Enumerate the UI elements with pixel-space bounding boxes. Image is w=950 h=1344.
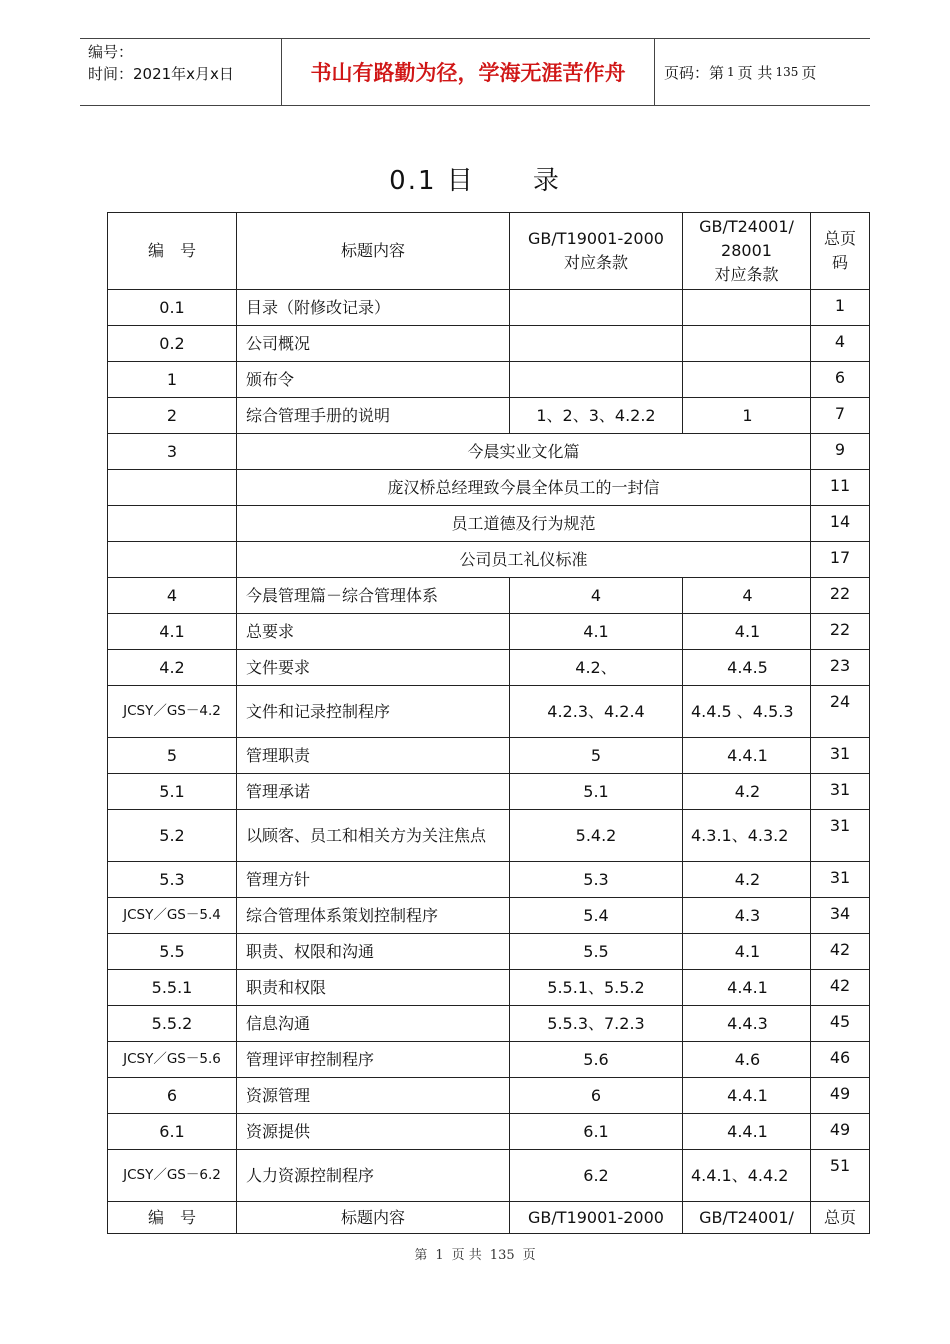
cell-gb24001: 4.3	[683, 898, 811, 934]
cell-number: 0.2	[108, 326, 237, 362]
cell-gb19001: 5.1	[510, 774, 683, 810]
cell-title: 颁布令	[237, 362, 510, 398]
page-header	[80, 38, 870, 106]
cell-number: 6	[108, 1078, 237, 1114]
page-footer	[0, 1244, 950, 1263]
header-gb19001-line1: GB/T19001-2000	[528, 229, 664, 248]
cell-title: 管理评审控制程序	[237, 1042, 510, 1078]
cell-gb24001	[683, 290, 811, 326]
cell-gb24001: 4.6	[683, 1042, 811, 1078]
table-row	[108, 862, 870, 898]
cell-gb24001: 4.2	[683, 862, 811, 898]
cell-gb24001	[683, 326, 811, 362]
cell-page: 6	[811, 362, 870, 398]
tail-cell-number: 编 号	[108, 1202, 237, 1234]
cell-title: 综合管理手册的说明	[237, 398, 510, 434]
page-number: 1	[727, 65, 735, 79]
cell-number: 4.2	[108, 650, 237, 686]
page-mid: 页 共	[737, 63, 773, 82]
cell-page: 49	[811, 1114, 870, 1150]
cell-gb19001	[510, 326, 683, 362]
table-row	[108, 326, 870, 362]
cell-title: 资源提供	[237, 1114, 510, 1150]
table-row	[108, 650, 870, 686]
table-row	[108, 398, 870, 434]
table-row	[108, 898, 870, 934]
cell-number: JCSY／GS－4.2	[108, 686, 237, 738]
cell-gb19001: 4.2.3、4.2.4	[510, 686, 683, 738]
cell-page: 46	[811, 1042, 870, 1078]
cell-gb19001: 5.5.3、7.2.3	[510, 1006, 683, 1042]
cell-title: 职责和权限	[237, 970, 510, 1006]
cell-gb24001: 4.4.1	[683, 1114, 811, 1150]
cell-page: 17	[811, 542, 870, 578]
cell-number	[108, 542, 237, 578]
header-cell-number: 编 号	[108, 213, 237, 290]
cell-gb19001	[510, 290, 683, 326]
cell-gb24001: 4.1	[683, 934, 811, 970]
page-suffix: 页	[801, 63, 817, 82]
cell-section-title: 员工道德及行为规范	[237, 506, 811, 542]
cell-gb24001: 4.3.1、4.3.2	[683, 810, 811, 862]
header-cell-title: 标题内容	[237, 213, 510, 290]
cell-gb19001: 5.6	[510, 1042, 683, 1078]
footer-suffix: 页	[522, 1248, 536, 1263]
cell-number: 5	[108, 738, 237, 774]
cell-page: 45	[811, 1006, 870, 1042]
cell-gb24001: 1	[683, 398, 811, 434]
cell-page: 24	[811, 686, 870, 738]
footer-page-total: 135	[489, 1248, 515, 1263]
cell-number: 6.1	[108, 1114, 237, 1150]
table-row	[108, 934, 870, 970]
header-gb24001-line1: GB/T24001/	[699, 217, 794, 236]
cell-title: 管理职责	[237, 738, 510, 774]
table-row	[108, 506, 870, 542]
cell-title: 目录（附修改记录）	[237, 290, 510, 326]
cell-title: 综合管理体系策划控制程序	[237, 898, 510, 934]
cell-page: 42	[811, 934, 870, 970]
cell-title: 公司概况	[237, 326, 510, 362]
table-row	[108, 470, 870, 506]
table-row	[108, 738, 870, 774]
table-row	[108, 1150, 870, 1202]
header-page-line2: 码	[831, 253, 848, 272]
cell-gb24001: 4.4.1	[683, 1078, 811, 1114]
cell-gb19001: 1、2、3、4.2.2	[510, 398, 683, 434]
date-label: 时间：2021年x月x日	[88, 65, 234, 83]
cell-gb19001: 5.5	[510, 934, 683, 970]
cell-page: 42	[811, 970, 870, 1006]
footer-page-number: 1	[435, 1248, 444, 1263]
footer-prefix: 第	[414, 1248, 428, 1263]
cell-gb19001: 5.4.2	[510, 810, 683, 862]
table-row	[108, 614, 870, 650]
table-row	[108, 970, 870, 1006]
header-cell-gb24001	[683, 213, 811, 290]
cell-page: 4	[811, 326, 870, 362]
cell-gb19001: 4.1	[510, 614, 683, 650]
cell-page: 22	[811, 578, 870, 614]
table-row	[108, 362, 870, 398]
table-row	[108, 542, 870, 578]
cell-page: 11	[811, 470, 870, 506]
cell-gb19001: 6.2	[510, 1150, 683, 1202]
footer-mid: 页 共	[451, 1248, 482, 1263]
cell-number: 4.1	[108, 614, 237, 650]
cell-number: 5.5.1	[108, 970, 237, 1006]
cell-page: 31	[811, 810, 870, 862]
cell-title: 文件要求	[237, 650, 510, 686]
table-row	[108, 434, 870, 470]
cell-gb24001: 4.4.1、4.4.2	[683, 1150, 811, 1202]
cell-section-title: 公司员工礼仪标准	[237, 542, 811, 578]
cell-page: 31	[811, 774, 870, 810]
cell-number: 5.3	[108, 862, 237, 898]
cell-gb24001: 4.2	[683, 774, 811, 810]
cell-gb24001	[683, 362, 811, 398]
title-char-1: 目	[446, 166, 475, 196]
title-number: 0.1	[389, 166, 437, 196]
header-gb24001-line2: 28001	[721, 241, 772, 260]
table-row	[108, 1114, 870, 1150]
cell-number: 5.5.2	[108, 1006, 237, 1042]
cell-number: 5.2	[108, 810, 237, 862]
table-row	[108, 290, 870, 326]
page-title	[0, 160, 950, 197]
toc-table	[107, 212, 870, 1234]
cell-title: 资源管理	[237, 1078, 510, 1114]
cell-page: 31	[811, 738, 870, 774]
cell-page: 1	[811, 290, 870, 326]
cell-section-title: 庞汉桥总经理致今晨全体员工的一封信	[237, 470, 811, 506]
cell-number: 5.5	[108, 934, 237, 970]
cell-section-title: 今晨实业文化篇	[237, 434, 811, 470]
header-gb24001-line3: 对应条款	[714, 265, 779, 284]
cell-page: 7	[811, 398, 870, 434]
header-gb19001-line2: 对应条款	[563, 253, 628, 272]
cell-page: 31	[811, 862, 870, 898]
cell-number	[108, 506, 237, 542]
cell-gb24001: 4.4.1	[683, 738, 811, 774]
cell-gb19001: 6.1	[510, 1114, 683, 1150]
cell-number: 3	[108, 434, 237, 470]
table-row	[108, 810, 870, 862]
cell-number: 4	[108, 578, 237, 614]
cell-gb24001: 4.4.3	[683, 1006, 811, 1042]
table-header-row	[108, 213, 870, 290]
cell-page: 49	[811, 1078, 870, 1114]
cell-title: 总要求	[237, 614, 510, 650]
page-total: 135	[775, 65, 799, 79]
cell-title: 以顾客、员工和相关方为关注焦点	[237, 810, 510, 862]
header-cell-gb19001	[510, 213, 683, 290]
cell-number	[108, 470, 237, 506]
cell-gb19001: 4	[510, 578, 683, 614]
table-row	[108, 686, 870, 738]
cell-number: JCSY／GS－5.6	[108, 1042, 237, 1078]
header-page-line1: 总页	[823, 229, 856, 248]
title-char-2: 录	[532, 166, 561, 196]
table-row	[108, 1078, 870, 1114]
cell-gb24001: 4.4.5	[683, 650, 811, 686]
table-row	[108, 1006, 870, 1042]
cell-number: 5.1	[108, 774, 237, 810]
cell-page: 51	[811, 1150, 870, 1202]
cell-number: 0.1	[108, 290, 237, 326]
header-divider	[654, 39, 655, 105]
cell-gb24001: 4.4.5 、4.5.3	[683, 686, 811, 738]
cell-gb19001: 4.2、	[510, 650, 683, 686]
table-row	[108, 1042, 870, 1078]
cell-gb19001	[510, 362, 683, 398]
cell-page: 22	[811, 614, 870, 650]
cell-title: 人力资源控制程序	[237, 1150, 510, 1202]
header-meta	[88, 41, 234, 85]
cell-gb19001: 5.5.1、5.5.2	[510, 970, 683, 1006]
cell-page: 9	[811, 434, 870, 470]
cell-gb19001: 6	[510, 1078, 683, 1114]
table-repeat-header-row	[108, 1202, 870, 1234]
cell-gb19001: 5.3	[510, 862, 683, 898]
cell-number: JCSY／GS－6.2	[108, 1150, 237, 1202]
tail-cell-gb19001: GB/T19001-2000	[510, 1202, 683, 1234]
cell-gb24001: 4.4.1	[683, 970, 811, 1006]
cell-number: JCSY／GS－5.4	[108, 898, 237, 934]
cell-title: 管理承诺	[237, 774, 510, 810]
cell-gb19001: 5.4	[510, 898, 683, 934]
cell-title: 今晨管理篇－综合管理体系	[237, 578, 510, 614]
cell-page: 23	[811, 650, 870, 686]
cell-page: 14	[811, 506, 870, 542]
document-number-label: 编号：	[88, 43, 134, 61]
tail-cell-gb24001: GB/T24001/	[683, 1202, 811, 1234]
cell-title: 信息沟通	[237, 1006, 510, 1042]
header-page-counter	[664, 39, 816, 105]
header-cell-page	[811, 213, 870, 290]
tail-cell-page: 总页	[811, 1202, 870, 1234]
cell-gb24001: 4	[683, 578, 811, 614]
tail-cell-title: 标题内容	[237, 1202, 510, 1234]
cell-title: 职责、权限和沟通	[237, 934, 510, 970]
cell-title: 文件和记录控制程序	[237, 686, 510, 738]
cell-gb24001: 4.1	[683, 614, 811, 650]
cell-page: 34	[811, 898, 870, 934]
cell-number: 1	[108, 362, 237, 398]
table-row	[108, 774, 870, 810]
cell-title: 管理方针	[237, 862, 510, 898]
cell-gb19001: 5	[510, 738, 683, 774]
table-row	[108, 578, 870, 614]
cell-number: 2	[108, 398, 237, 434]
header-motto: 书山有路勤为径，学海无涯苦作舟	[310, 60, 626, 85]
page-prefix: 页码：第	[664, 63, 725, 82]
